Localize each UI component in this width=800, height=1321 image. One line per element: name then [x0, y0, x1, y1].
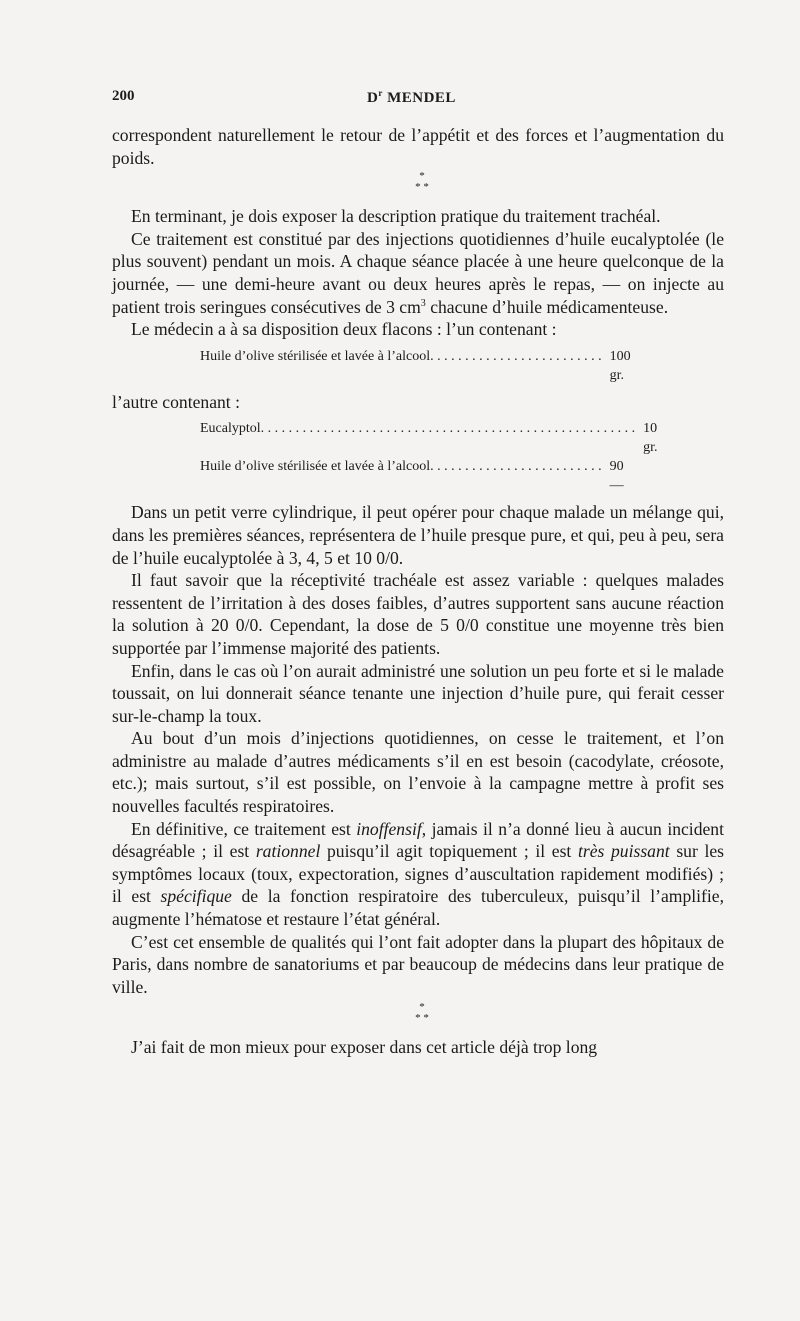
paragraph: J’ai fait de mon mieux pour exposer dans cet article déjà trop long	[131, 1037, 598, 1058]
emphasis: spécifique	[160, 886, 232, 907]
section-separator-asterism	[112, 1002, 724, 1024]
paragraph-text: chacune d’huile médicamenteuse.	[425, 296, 669, 317]
formula-first-bottle	[112, 347, 724, 385]
section-separator-asterism	[112, 171, 724, 193]
paragraph-text: sur les symptômes locaux (toux, expectoration, signes d’auscultation rapidement modifiés) ; il est	[112, 841, 725, 907]
author-name: MENDEL	[387, 90, 456, 106]
running-head-author	[367, 88, 456, 107]
paragraph-text: de la fonction respiratoire des tuberculeux, puisqu’il l’amplifie, augmente l’hématose et restaure l’état général.	[112, 886, 724, 930]
emphasis: rationnel	[255, 841, 321, 862]
author-prefix: D	[367, 90, 379, 106]
paragraph	[112, 818, 724, 931]
paragraph: correspondent naturellement le retour de l’appétit et des forces et l’augmentation du poids.	[112, 125, 724, 168]
formula-second-bottle	[112, 419, 724, 495]
paragraph: Il faut savoir que la réceptivité trachéale est assez variable : quelques malades ressentent de l’irritation à des doses faibles, d’autres supportent sans aucune réaction la solution à 20 0/0. Cependant, la dose de 5 0/0 constitue une moyenne très bien supportée par l’immense majorité des patients.	[112, 570, 724, 658]
paragraph: Le médecin a à sa disposition deux flacons : l’un contenant :	[131, 319, 557, 340]
ingredient: Huile d’olive stérilisée et lavée à l’alcool. . . . . . . . . . . . . . . . . . . . . . . . .	[200, 348, 602, 364]
paragraph: Enfin, dans le cas où l’on aurait administré une solution un peu forte et si le malade toussait, on lui donnerait séance tenante une injection d’huile pure, qui ferait cesser sur-le-champ la toux.	[112, 660, 724, 726]
asterism-top: *	[419, 1001, 425, 1014]
running-header	[112, 88, 722, 112]
formula-row	[200, 457, 640, 495]
emphasis: très puissant	[577, 841, 670, 862]
asterism-top: *	[419, 170, 425, 183]
quantity: 10 gr.	[643, 421, 658, 456]
formula-row	[200, 419, 658, 457]
ingredient: Huile d’olive stérilisée et lavée à l’alcool. . . . . . . . . . . . . . . . . . . . . . . . .	[200, 459, 602, 475]
paragraph: En terminant, je dois exposer la description pratique du traitement trachéal.	[131, 206, 661, 227]
emphasis: inoffensif	[356, 818, 422, 839]
paragraph: C’est cet ensemble de qualités qui l’ont fait adopter dans la plupart des hôpitaux de Paris, dans nombre de sanatoriums et par beaucoup de médecins dans leur pratique de ville.	[112, 931, 724, 997]
paragraph-text: En définitive, ce traitement est	[131, 818, 357, 839]
quantity: 100 gr.	[609, 348, 631, 383]
paragraph: l’autre contenant :	[112, 391, 240, 412]
superscript: 3	[420, 297, 426, 309]
asterism-bottom: * *	[415, 181, 429, 194]
paragraph-text: puisqu’il agit topiquement ; il est	[320, 841, 578, 862]
paragraph-text: , jamais il n’a donné lieu à aucun incident désagréable ; il est	[112, 818, 724, 862]
ingredient: Eucalyptol. . . . . . . . . . . . . . . . . . . . . . . . . . . . . . . . . . . . . . . . . . . . . . . . . . . . . .	[200, 421, 636, 437]
formula-row	[200, 347, 640, 385]
paragraph: Au bout d’un mois d’injections quotidiennes, on cesse le traitement, et l’on administre au malade d’autres médicaments s’il en est besoin (cacodylate, créosote, etc.); mais surtout, s’il est possible, on l’envoie à la campagne mettre à profit ses nouvelles facultés respiratoires.	[112, 728, 724, 817]
paragraph: Dans un petit verre cylindrique, il peut opérer pour chaque malade un mélange qui, dans les premières séances, représentera de l’huile presque pure, et qui, peu à peu, sera de l’huile eucalyptolée à 3, 4, 5 et 10 0/0.	[112, 502, 724, 568]
paragraph-text: Ce traitement est constitué par des injections quotidiennes d’huile eucalyptolée (le plus souvent) pendant un mois. A chaque séance placée à une heure quelconque de la journée, — une demi-heure avant ou deux heures après le repas, — on injecte au patient trois seringues consécutives de 3 cm	[112, 228, 724, 317]
quantity: 90 —	[609, 459, 624, 494]
body-text	[112, 124, 724, 1059]
page-number: 200	[112, 88, 135, 104]
asterism-bottom: * *	[415, 1012, 429, 1025]
paragraph	[112, 228, 724, 318]
author-prefix-sup: r	[378, 88, 383, 98]
